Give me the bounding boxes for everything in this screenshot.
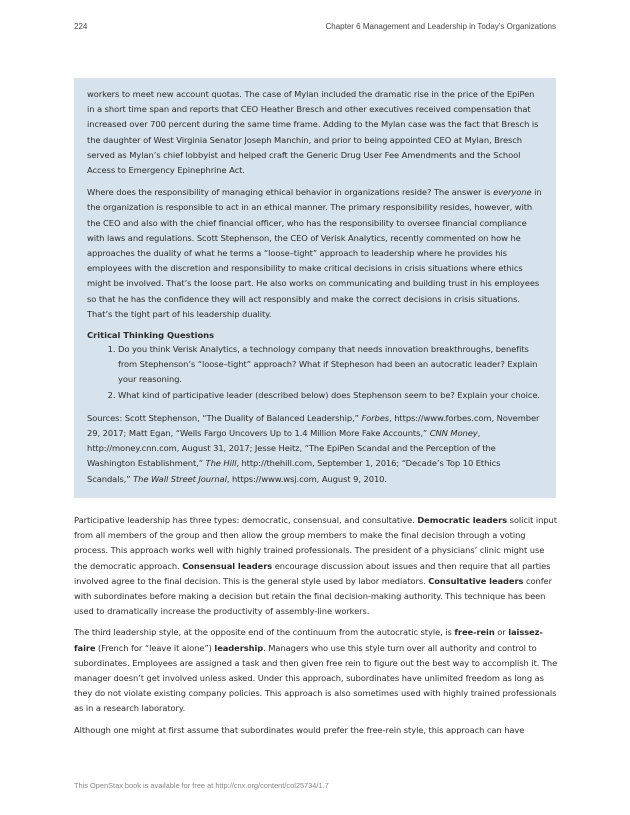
feature-paragraph-2: Where does the responsibility of managing ethical behavior in organizations reside? The answer is everyone in the organization is responsible to act in an ethical manner. The primary responsibility resides, however, with the CEO and also with the chief financial officer, who has the responsibility to oversee financial compliance with laws and regulations. Scott Stephenson, the CEO of Verisk Analytics, recently commented on how he approaches the duality of what he terms a “loose–tight” approach to leadership where he provides his employees with the discretion and responsibility to make critical decisions in crisis situations where ethics might be involved. That’s the loose part. He also works on communicating and building trust in his employees so that he has the confidence they will act responsibly and make the correct decisions in crisis situations. That’s the tight part of his leadership duality.: [87, 187, 542, 319]
footer-note: This OpenStax book is available for free at http://cnx.org/content/col25734/1.7: [74, 781, 329, 790]
page-number: 224: [74, 22, 88, 31]
ethics-feature-box: [74, 78, 556, 498]
chapter-title: Chapter 6 Management and Leadership in Today’s Organizations: [325, 22, 556, 31]
sources-citation: Sources: Scott Stephenson, “The Duality of Balanced Leadership,” Forbes, https://www.forbes.com, November 29, 2017; Matt Egan, “Wells Fargo Uncovers Up to 1.4 Million More Fake Accounts,” CNN Money, http://money.cnn.com, August 31, 2017; Jesse Heitz, “The EpiPen Scandal and the Perception of the Washington Establishment,” The Hill, http://thehill.com, September 1, 2016; “Decade’s Top 10 Ethics Scandals,” The Wall Street Journal, https://www.wsj.com, August 9, 2010.: [87, 412, 540, 484]
body-paragraph-3: Although one might at first assume that subordinates would prefer the free-rein style, this approach can have: [74, 724, 525, 735]
critical-thinking-questions: [87, 342, 543, 403]
body-paragraph-1: Participative leadership has three types: democratic, consensual, and consultative. Democratic leaders solicit input from all members of the group and then allow the group members to make the final decision through a voting process. This approach works well with highly trained professionals. The president of a physicians’ clinic might use the democratic approach. Consensual leaders encourage discussion about issues and then require that all parties involved agree to the final decision. This is the general style used by labor mediators. Consultative leaders confer with subordinates before making a decision but retain the final decision-making authority. This technique has been used to dramatically increase the productivity of assembly-line workers.: [74, 515, 557, 617]
critical-thinking-heading: Critical Thinking Questions: [87, 330, 215, 341]
body-paragraph-2: The third leadership style, at the opposite end of the continuum from the autocratic style, is free-rein or laissez-faire (French for “leave it alone”) leadership. Managers who use this style turn over all authority and control to subordinates. Employees are assigned a task and then given free rein to figure out the best way to accomplish it. The manager doesn’t get involved unless asked. Under this approach, subordinates have unlimited freedom as long as they do not violate existing company policies. This approach is also sometimes used with highly trained professionals as in a research laboratory.: [74, 627, 558, 714]
feature-paragraph-1: workers to meet new account quotas. The case of Mylan included the dramatic rise in the price of the EpiPen in a short time span and reports that CEO Heather Bresch and other executives received compensation that increased over 700 percent during the same time frame. Adding to the Mylan case was the fact that Bresch is the daughter of West Virginia Senator Joseph Manchin, and prior to being appointed CEO at Mylan, Bresch served as Mylan’s chief lobbyist and helped craft the Generic Drug User Fee Amendments and the School Access to Emergency Epinephrine Act.: [87, 89, 539, 176]
question-item: 2. What kind of participative leader (described below) does Stephenson seem to be? Explain your choice.: [118, 388, 543, 403]
main-text: [74, 513, 559, 744]
question-item: 1. Do you think Verisk Analytics, a technology company that needs innovation breakthroughs, benefits from Stephenson’s “loose–tight” approach? What if Stepheson had been an autocratic leader? Explain your reasoning.: [118, 342, 543, 388]
